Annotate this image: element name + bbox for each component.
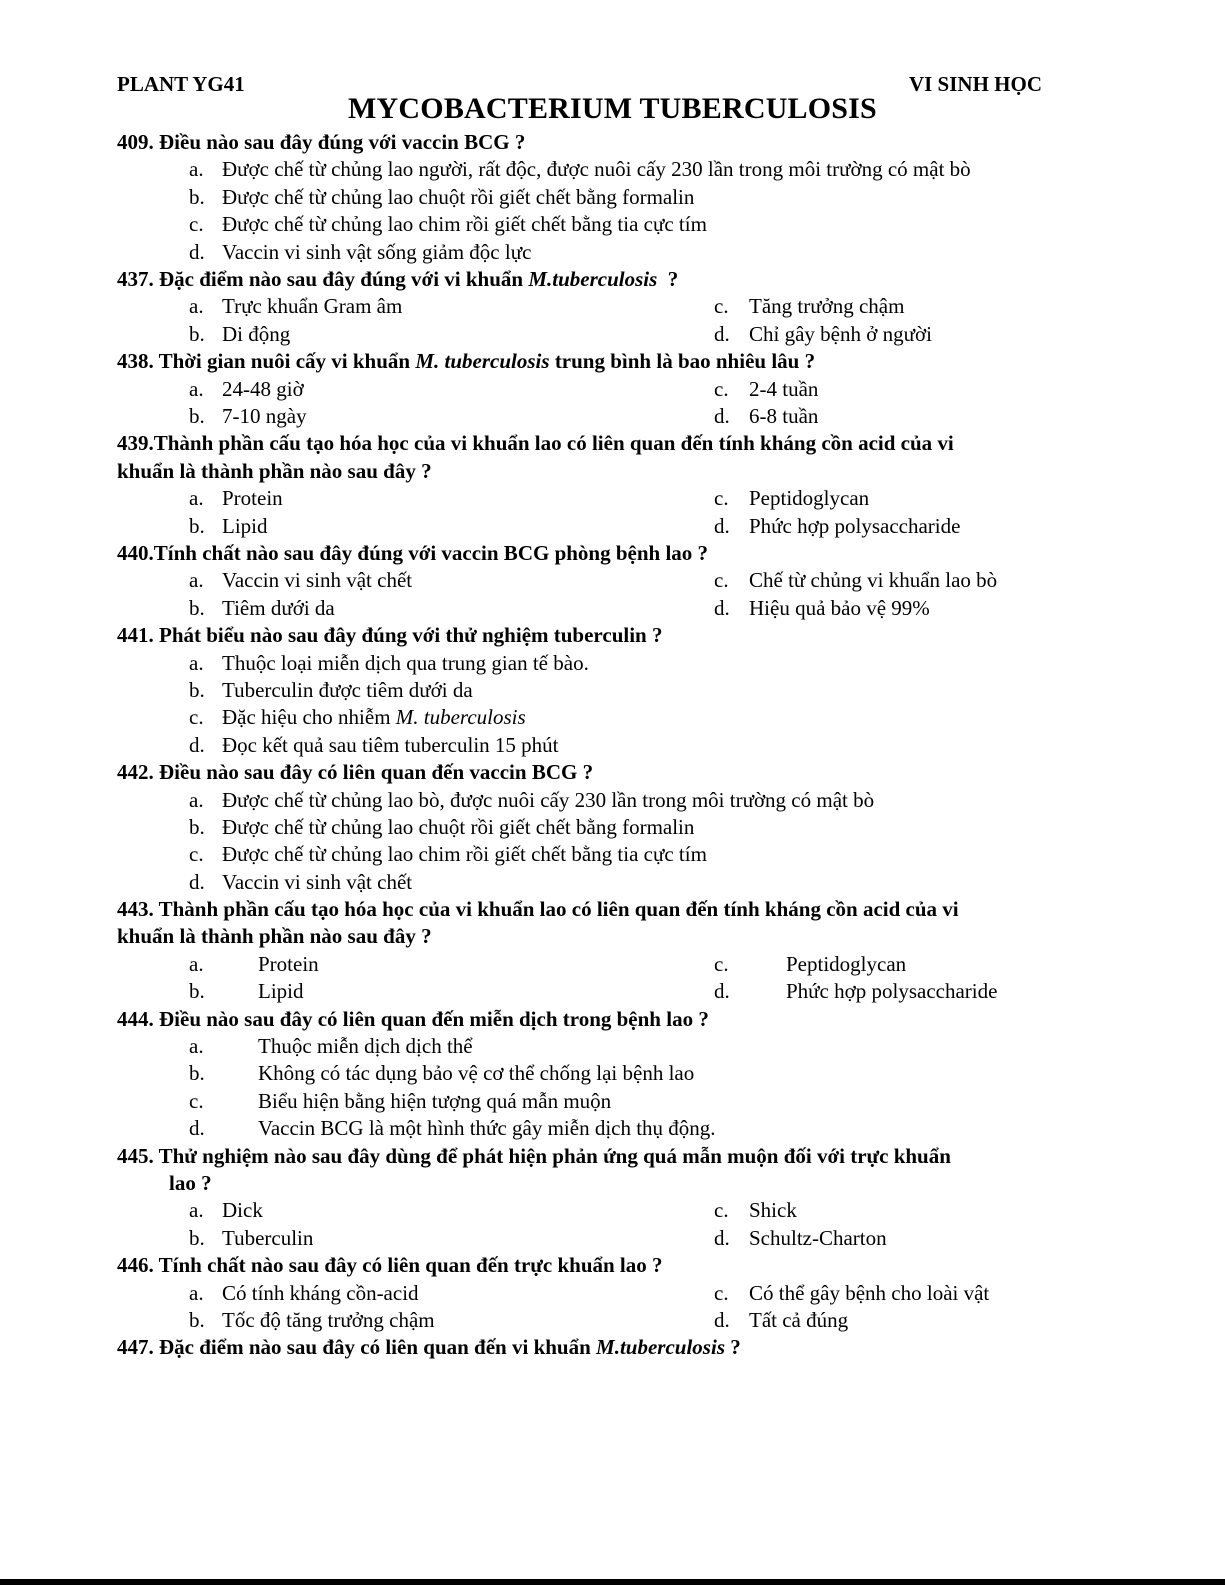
page-title: MYCOBACTERIUM TUBERCULOSIS: [348, 92, 877, 125]
options-445-row1: a. Dick c. Shick: [189, 1198, 797, 1223]
option-442-c: c. Được chế từ chủng lao chim rồi giết chết bằng tia cực tím: [189, 842, 707, 867]
question-445-line1: 445. Thử nghiệm nào sau đây dùng để phát hiện phản ứng quá mẫn muộn đối với trực khuẩn: [117, 1143, 951, 1168]
question-444: 444. Điều nào sau đây có liên quan đến miễn dịch trong bệnh lao ?: [117, 1006, 709, 1031]
options-439-row1: a. Protein c. Peptidoglycan: [189, 486, 870, 511]
question-447: 447. Đặc điểm nào sau đây có liên quan đến vi khuẩn M.tuberculosis ?: [117, 1335, 741, 1360]
options-446-row1: a. Có tính kháng cồn-acid c. Có thể gây bệnh cho loài vật: [189, 1280, 990, 1305]
question-440: 440.Tính chất nào sau đây đúng với vaccin BCG phòng bệnh lao ?: [117, 540, 709, 565]
question-list: [117, 129, 1117, 1362]
options-438-row1: a. 24-48 giờ c. 2-4 tuần: [189, 376, 819, 401]
question-443-line1: 443. Thành phần cấu tạo hóa học của vi khuẩn lao có liên quan đến tính kháng cồn acid của vi: [117, 897, 959, 922]
question-438: 438. Thời gian nuôi cấy vi khuẩn M. tuberculosis trung bình là bao nhiêu lâu ?: [117, 349, 816, 374]
option-444-d: d. Vaccin BCG là một hình thức gây miễn dịch thụ động.: [189, 1116, 716, 1141]
option-409-a: a. Được chế từ chủng lao người, rất độc, được nuôi cấy 230 lần trong môi trường có mật bò: [189, 157, 971, 182]
options-440-row2: b. Tiêm dưới da d. Hiệu quả bảo vệ 99%: [189, 595, 930, 620]
option-409-d: d. Vaccin vi sinh vật sống giảm độc lực: [189, 239, 532, 264]
options-445-row2: b. Tuberculin d. Schultz-Charton: [189, 1225, 887, 1250]
question-409: 409. Điều nào sau đây đúng với vaccin BCG ?: [117, 130, 526, 154]
header-right: VI SINH HỌC: [908, 72, 1042, 96]
options-437-row2: b. Di động d. Chỉ gây bệnh ở người: [189, 321, 932, 346]
question-443-line2: khuẩn là thành phần nào sau đây ?: [117, 924, 432, 949]
option-444-a: a. Thuộc miễn dịch dịch thể: [189, 1034, 473, 1059]
question-441: 441. Phát biểu nào sau đây đúng với thử nghiệm tuberculin ?: [117, 623, 663, 648]
option-409-b: b. Được chế từ chủng lao chuột rồi giết chết bằng formalin: [189, 184, 695, 209]
option-442-a: a. Được chế từ chủng lao bò, được nuôi cấy 230 lần trong môi trường có mật bò: [189, 787, 875, 812]
options-443-row1: a. Protein c. Peptidoglycan: [189, 951, 907, 976]
option-409-c: c. Được chế từ chủng lao chim rồi giết chết bằng tia cực tím: [189, 212, 707, 237]
options-443-row2: b. Lipid d. Phức hợp polysaccharide: [189, 979, 998, 1004]
option-441-a: a. Thuộc loại miễn dịch qua trung gian tế bào.: [189, 650, 589, 675]
question-445-line2: lao ?: [169, 1171, 212, 1196]
bottom-rule: [0, 1579, 1225, 1585]
option-442-d: d. Vaccin vi sinh vật chết: [189, 869, 413, 894]
options-446-row2: b. Tốc độ tăng trưởng chậm d. Tất cả đúng: [189, 1308, 849, 1333]
option-442-b: b. Được chế từ chủng lao chuột rồi giết chết bằng formalin: [189, 814, 695, 839]
question-439-line2: khuẩn là thành phần nào sau đây ?: [117, 458, 432, 483]
options-440-row1: a. Vaccin vi sinh vật chết c. Chế từ chủng vi khuẩn lao bò: [189, 568, 998, 593]
question-439-line1: 439.Thành phần cấu tạo hóa học của vi khuẩn lao có liên quan đến tính kháng cồn acid của vi: [117, 431, 954, 456]
option-441-b: b. Tuberculin được tiêm dưới da: [189, 677, 473, 702]
header-left: PLANT YG41: [117, 72, 245, 96]
question-442: 442. Điều nào sau đây có liên quan đến vaccin BCG ?: [117, 760, 594, 785]
options-439-row2: b. Lipid d. Phức hợp polysaccharide: [189, 513, 961, 538]
question-446: 446. Tính chất nào sau đây có liên quan đến trực khuẩn lao ?: [117, 1253, 663, 1278]
option-441-d: d. Đọc kết quả sau tiêm tuberculin 15 phút: [189, 732, 559, 757]
option-441-c: c. Đặc hiệu cho nhiễm M. tuberculosis: [189, 705, 526, 730]
option-444-c: c. Biểu hiện bằng hiện tượng quá mẫn muộn: [189, 1088, 612, 1113]
options-438-row2: b. 7-10 ngày d. 6-8 tuần: [189, 403, 819, 428]
option-444-b: b. Không có tác dụng bảo vệ cơ thể chống lại bệnh lao: [189, 1061, 695, 1086]
options-437-row1: a. Trực khuẩn Gram âm c. Tăng trưởng chậm: [189, 294, 905, 319]
question-437: 437. Đặc điểm nào sau đây đúng với vi khuẩn M.tuberculosis ?: [117, 266, 679, 291]
